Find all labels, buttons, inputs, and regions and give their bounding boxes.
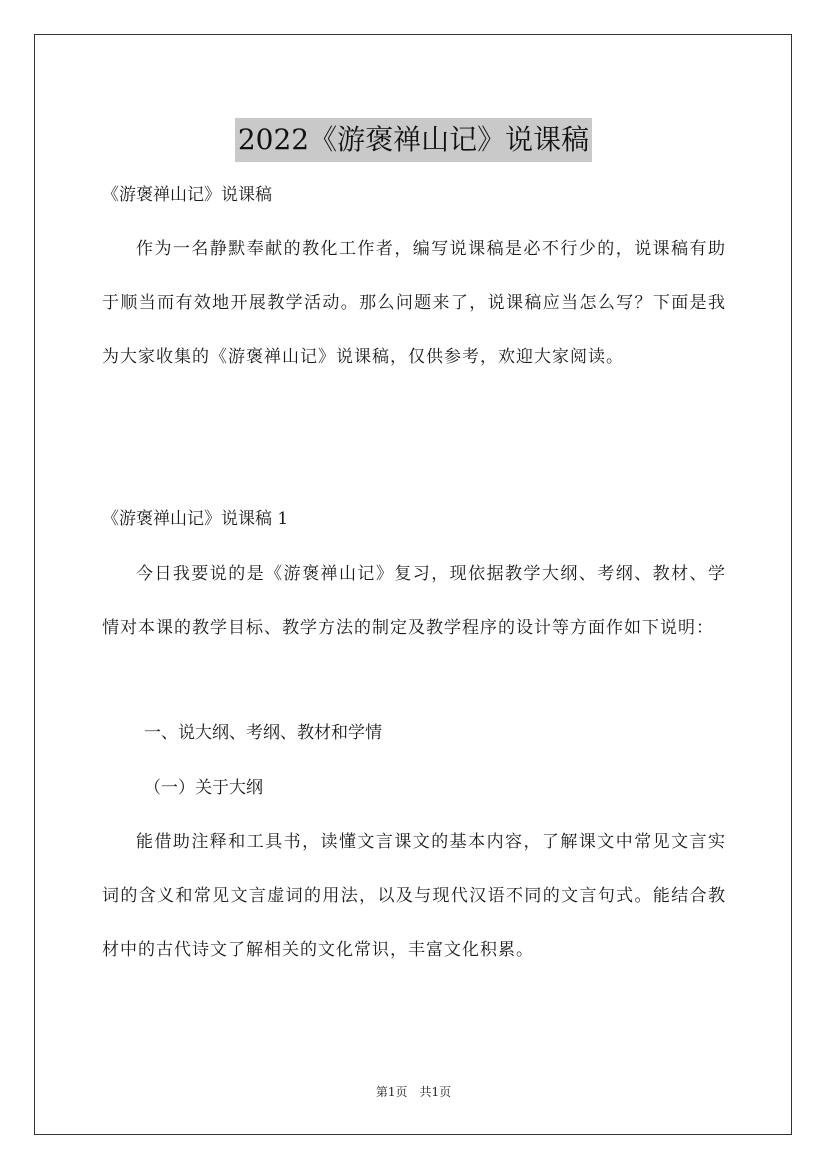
section1-heading: 《游褒禅山记》说课稿 1 [102,509,289,529]
page-number: 第1页 [375,1085,408,1099]
page-total: 共1页 [419,1085,452,1099]
part1-body-paragraph: 能借助注释和工具书，读懂文言课文的基本内容，了解课文中常见文言实词的含义和常见文言虚词的用法，以及与现代汉语不同的文言句式。能结合教材中的古代诗文了解相关的文化常识，丰富文化积累。 [102,832,726,960]
title-container [0,99,827,181]
document-subtitle: 《游褒禅山记》说课稿 [102,185,272,205]
document-title: 2022《游褒禅山记》说课稿 [235,118,592,162]
section1-intro-paragraph: 今日我要说的是《游褒禅山记》复习，现依据教学大纲、考纲、教材、学情对本课的教学目标、教学方法的制定及教学程序的设计等方面作如下说明： [102,564,726,638]
page-footer [0,1084,827,1100]
part1-heading: 一、说大纲、考纲、教材和学情 [144,723,382,743]
part1-subheading: （一）关于大纲 [144,778,263,798]
intro-paragraph: 作为一名静默奉献的教化工作者，编写说课稿是必不行少的，说课稿有助于顺当而有效地开展教学活动。那么问题来了，说课稿应当怎么写？下面是我为大家收集的《游褒禅山记》说课稿，仅供参考，欢迎大家阅读。 [102,239,726,367]
